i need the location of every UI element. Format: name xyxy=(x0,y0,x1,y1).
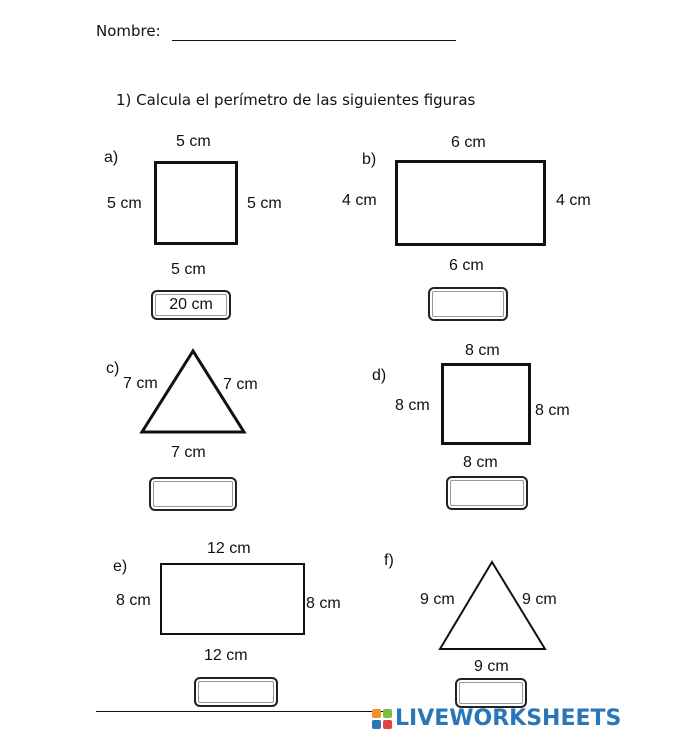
figure-a-bottom-label: 5 cm xyxy=(171,261,206,278)
figure-e-answer-box[interactable] xyxy=(194,677,278,707)
logo-mark-square xyxy=(372,709,381,718)
figure-a-top-label: 5 cm xyxy=(176,133,211,150)
figure-f-bottom-label: 9 cm xyxy=(474,658,509,675)
figure-b-right-label: 4 cm xyxy=(556,192,591,209)
figure-c-right-label: 7 cm xyxy=(223,376,258,393)
figure-c-bottom-label: 7 cm xyxy=(171,444,206,461)
figure-b-rectangle xyxy=(395,160,546,246)
figure-f-letter: f) xyxy=(384,552,394,569)
figure-c-letter: c) xyxy=(106,360,120,377)
figure-d-bottom-label: 8 cm xyxy=(463,454,498,471)
logo-text: LIVEWORKSHEETS xyxy=(395,706,622,731)
figure-f-answer-box[interactable] xyxy=(455,678,527,708)
figure-e-left-label: 8 cm xyxy=(116,592,151,609)
figure-a-left-label: 5 cm xyxy=(107,195,142,212)
figure-c-answer-box[interactable] xyxy=(149,477,237,511)
figure-d-answer-box[interactable] xyxy=(446,476,528,510)
instruction-text: 1) Calcula el perímetro de las siguientes figuras xyxy=(116,91,476,109)
logo-mark-square xyxy=(383,720,392,729)
name-input-line[interactable] xyxy=(172,40,456,41)
figure-d-right-label: 8 cm xyxy=(535,402,570,419)
figure-e-top-label: 12 cm xyxy=(207,540,251,557)
footer-line xyxy=(96,711,388,712)
name-label: Nombre: xyxy=(96,22,161,40)
liveworksheets-logo xyxy=(372,706,621,731)
figure-f-right-label: 9 cm xyxy=(522,591,557,608)
figure-a-letter: a) xyxy=(104,149,119,166)
figure-c-left-label: 7 cm xyxy=(123,375,158,392)
figure-e-rectangle xyxy=(160,563,305,635)
logo-mark-square xyxy=(383,709,392,718)
figure-d-square xyxy=(441,363,531,445)
logo-mark-square xyxy=(372,720,381,729)
figure-b-answer-box[interactable] xyxy=(428,287,508,321)
logo-mark-icon xyxy=(372,709,392,729)
figure-e-bottom-label: 12 cm xyxy=(204,647,248,664)
figure-d-letter: d) xyxy=(372,367,387,384)
figure-e-right-label: 8 cm xyxy=(306,595,341,612)
figure-b-left-label: 4 cm xyxy=(342,192,377,209)
figure-b-letter: b) xyxy=(362,151,377,168)
figure-b-bottom-label: 6 cm xyxy=(449,257,484,274)
figure-d-left-label: 8 cm xyxy=(395,397,430,414)
figure-e-letter: e) xyxy=(113,558,128,575)
figure-a-right-label: 5 cm xyxy=(247,195,282,212)
figure-a-answer-box[interactable]: 20 cm xyxy=(151,290,231,320)
figure-f-left-label: 9 cm xyxy=(420,591,455,608)
figure-b-top-label: 6 cm xyxy=(451,134,486,151)
figure-d-top-label: 8 cm xyxy=(465,342,500,359)
figure-a-square xyxy=(154,161,238,245)
